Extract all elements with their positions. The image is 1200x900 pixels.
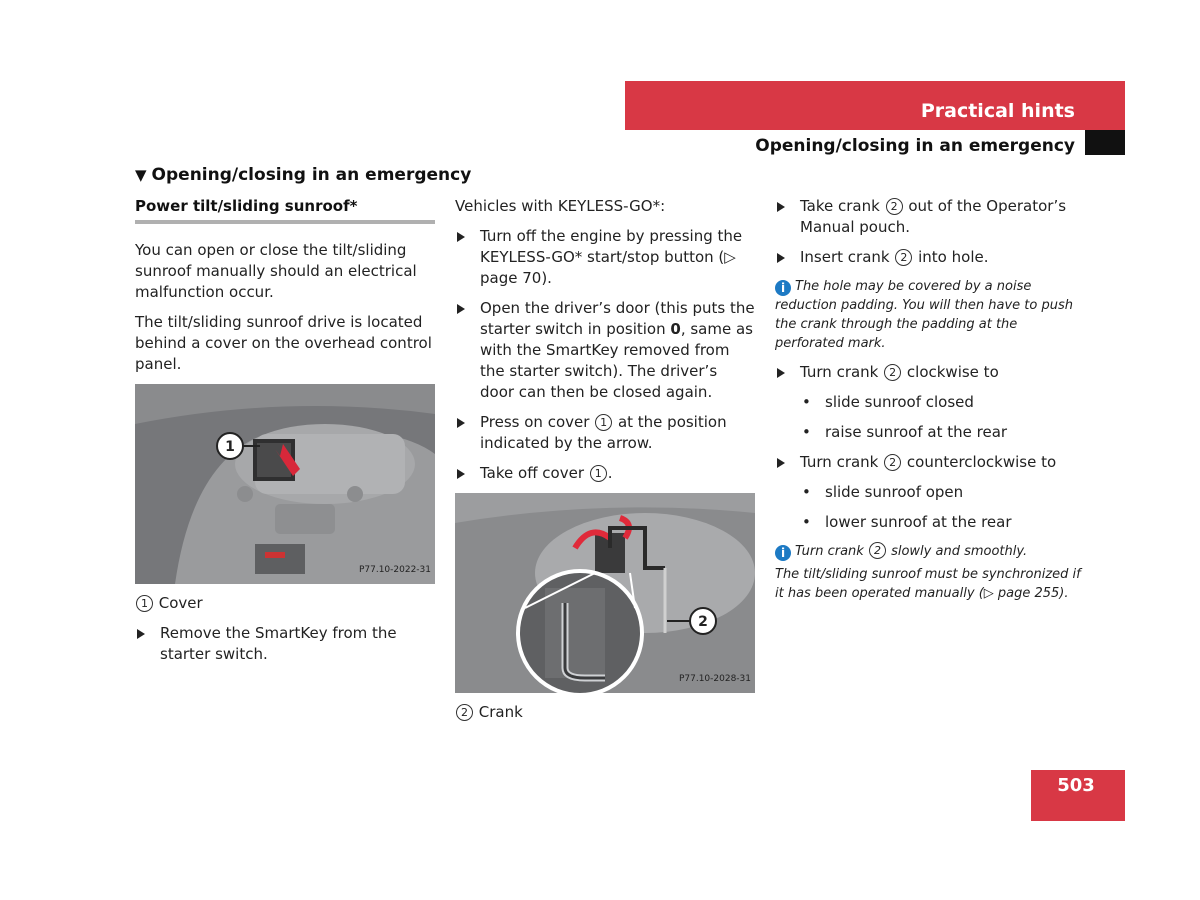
info-note: i Turn crank 2 slowly and smoothly. — [775, 542, 1085, 561]
callout-number: 2 — [895, 249, 912, 266]
callout-number: 2 — [884, 454, 901, 471]
svg-text:2: 2 — [698, 614, 708, 630]
section-header: Opening/closing in an emergency — [755, 136, 1075, 156]
triangle-down-icon: ▼ — [135, 166, 147, 184]
paragraph: The tilt/sliding sunroof drive is located behind a cover on the overhead control panel. — [135, 313, 432, 373]
instruction-step: Take off cover 1 . — [455, 463, 755, 484]
callout-number: 1 — [595, 414, 612, 431]
caption-text: Cover — [158, 594, 203, 612]
subsection-heading: Power tilt/sliding sunroof* — [135, 196, 435, 224]
figure-code: P77.10-2022-31 — [358, 565, 431, 575]
caption-text: Crank — [478, 703, 523, 721]
list-item: • slide sunroof open — [775, 482, 1085, 503]
instruction-step: Turn off the engine by pressing the KEYLESS-GO* start/stop button (▷ page 70). — [455, 226, 755, 289]
column-3 — [775, 196, 1085, 612]
figure-caption — [455, 702, 755, 723]
crank-illustration — [455, 493, 755, 693]
column-2 — [455, 196, 755, 732]
page-section-title — [135, 165, 471, 185]
section-title-text: Opening/closing in an emergency — [151, 165, 472, 185]
chapter-title: Practical hints — [920, 100, 1075, 122]
list-item: • raise sunroof at the rear — [775, 422, 1085, 443]
instruction-step: Turn crank 2 counterclockwise to — [775, 452, 1085, 473]
callout-number: 2 — [886, 198, 903, 215]
figure-caption — [135, 593, 435, 614]
instruction-step: Take crank 2 out of the Operator’s Manual pouch. — [775, 196, 1085, 238]
list-item: • lower sunroof at the rear — [775, 512, 1085, 533]
callout-number: 2 — [456, 704, 473, 721]
page-number: 503 — [1057, 775, 1095, 796]
instruction-step: Remove the SmartKey from the starter switch. — [135, 623, 435, 665]
callout-number: 1 — [590, 465, 607, 482]
instruction-step: Insert crank 2 into hole. — [775, 247, 1085, 268]
callout-number: 2 — [884, 364, 901, 381]
info-note: i The hole may be covered by a noise reduction padding. You will then have to push the crank through the padding at the perforated mark. — [775, 279, 1073, 351]
thumb-tab — [1085, 130, 1125, 155]
info-note-text: The tilt/sliding sunroof must be synchronized if it has been operated manually (▷ page 255). — [775, 567, 1081, 601]
paragraph: You can open or close the tilt/sliding sunroof manually should an electrical malfunction occur. — [135, 241, 417, 301]
figure-code: P77.10-2028-31 — [678, 674, 751, 684]
instruction-step: Turn crank 2 clockwise to — [775, 362, 1085, 383]
paragraph: Vehicles with KEYLESS-GO*: — [455, 197, 666, 215]
instruction-step: Open the driver’s door (this puts the starter switch in position 0, same as with the SmartKey removed from the starter switch). The driver’s door can then be closed again. — [455, 298, 755, 403]
svg-text:1: 1 — [225, 439, 235, 455]
instruction-step: Press on cover 1 at the position indicated by the arrow. — [455, 412, 755, 454]
crank-figure — [455, 493, 755, 693]
overhead-panel-illustration — [135, 384, 435, 584]
callout-number: 1 — [136, 595, 153, 612]
callout-number: 2 — [869, 542, 886, 559]
list-item: • slide sunroof closed — [775, 392, 1085, 413]
info-icon: i — [775, 545, 791, 561]
column-1 — [135, 196, 435, 674]
info-icon: i — [775, 280, 791, 296]
overhead-panel-figure — [135, 384, 435, 584]
